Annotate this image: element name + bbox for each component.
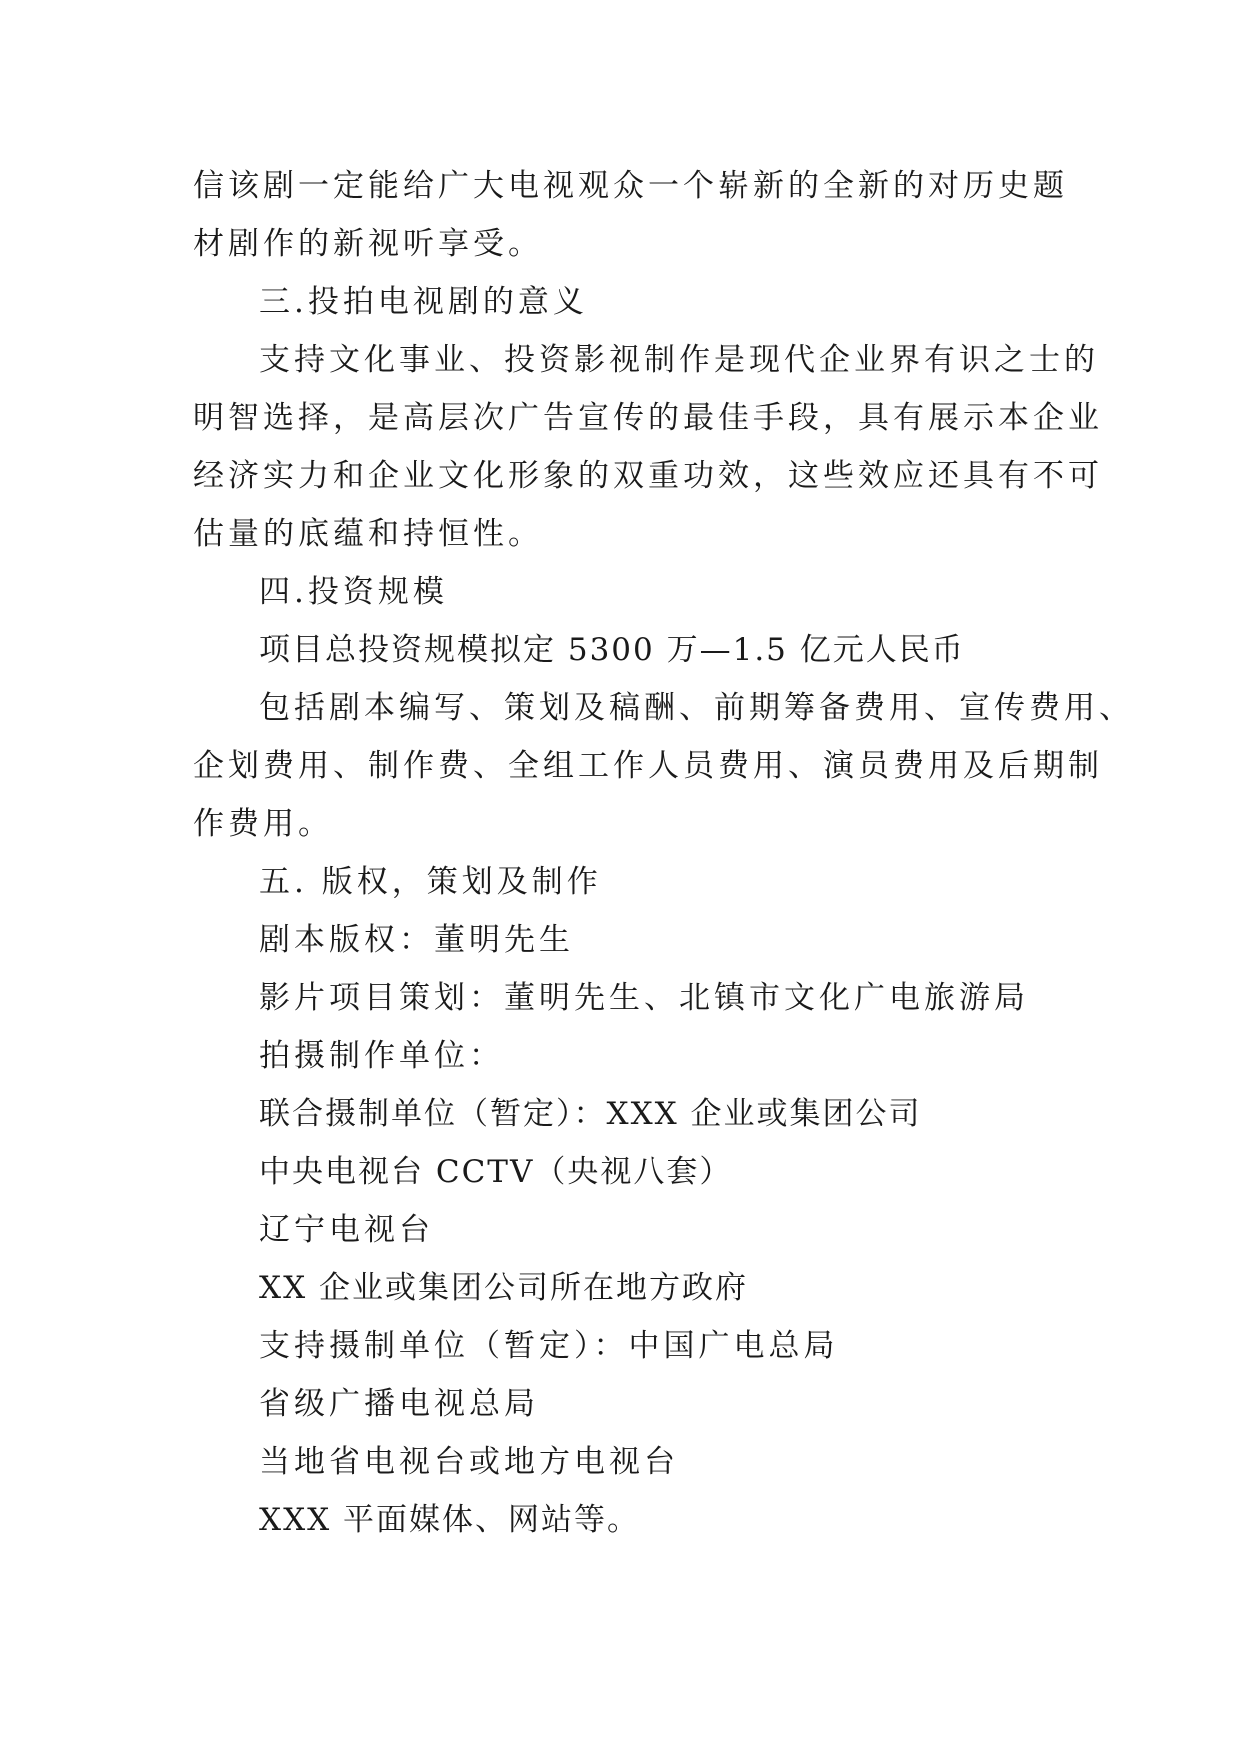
paragraph-line: 联合摄制单位（暂定）：XXX 企业或集团公司 <box>259 1096 922 1132</box>
paragraph-line: 包括剧本编写、策划及稿酬、前期筹备费用、宣传费用、 <box>259 690 1134 726</box>
paragraph-line: XX 企业或集团公司所在地方政府 <box>259 1270 748 1306</box>
paragraph-line: 当地省电视台或地方电视台 <box>259 1444 679 1480</box>
paragraph-line: 支持摄制单位（暂定）：中国广电总局 <box>259 1328 839 1364</box>
paragraph-line: 拍摄制作单位： <box>259 1038 504 1074</box>
paragraph-line: 影片项目策划：董明先生、北镇市文化广电旅游局 <box>259 980 1029 1016</box>
paragraph-line: 明智选择，是高层次广告宣传的最佳手段，具有展示本企业 <box>193 400 1103 436</box>
paragraph-line: 企划费用、制作费、全组工作人员费用、演员费用及后期制 <box>193 748 1103 784</box>
paragraph-line: 剧本版权：董明先生 <box>259 922 574 958</box>
document-body <box>193 157 1134 1549</box>
paragraph-line: 作费用。 <box>193 806 333 842</box>
paragraph-line: 估量的底蕴和持恒性。 <box>193 516 543 552</box>
paragraph-line: 项目总投资规模拟定 5300 万—1.5 亿元人民币 <box>259 632 965 668</box>
paragraph-line: 材剧作的新视听享受。 <box>193 226 543 262</box>
section-heading-4: 四.投资规模 <box>259 574 448 610</box>
paragraph-line: 辽宁电视台 <box>259 1212 434 1248</box>
paragraph-line: XXX 平面媒体、网站等。 <box>259 1502 641 1538</box>
paragraph-line: 信该剧一定能给广大电视观众一个崭新的全新的对历史题 <box>193 168 1068 204</box>
paragraph-line: 经济实力和企业文化形象的双重功效，这些效应还具有不可 <box>193 458 1103 494</box>
paragraph-line: 省级广播电视总局 <box>259 1386 539 1422</box>
paragraph-line: 中央电视台 CCTV（央视八套） <box>259 1154 733 1190</box>
paragraph-line: 支持文化事业、投资影视制作是现代企业界有识之士的 <box>259 342 1099 378</box>
section-heading-5: 五. 版权，策划及制作 <box>259 864 602 900</box>
section-heading-3: 三.投拍电视剧的意义 <box>259 284 588 320</box>
